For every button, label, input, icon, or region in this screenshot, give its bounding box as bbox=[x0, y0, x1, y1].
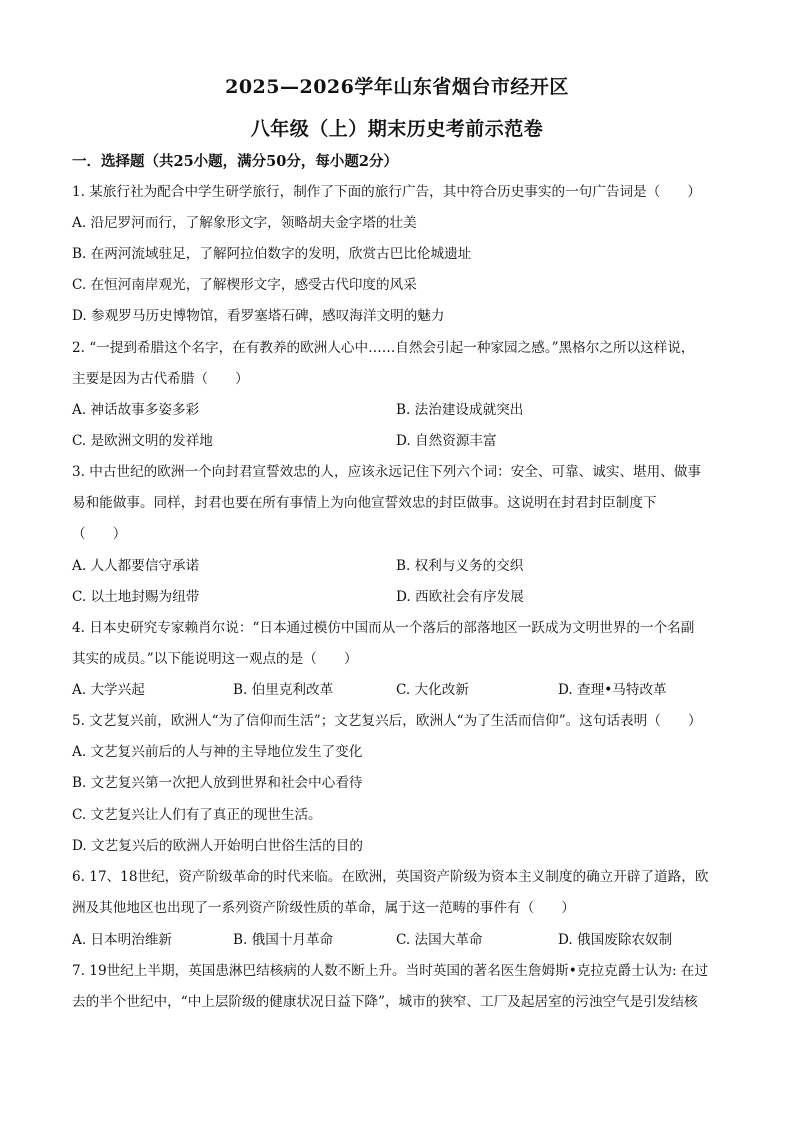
question-4-option-a: A. 大学兴起 bbox=[72, 682, 145, 698]
question-6-option-a: A. 日本明治维新 bbox=[72, 932, 173, 948]
question-3-stem-line2: 易和能做事。同样，封君也要在所有事情上为向他宣誓效忠的封臣做事。这说明在封君封臣制度下 bbox=[72, 495, 657, 511]
question-2-option-c: C. 是欧洲文明的发祥地 bbox=[72, 433, 213, 449]
exam-title-line2: 八年级（上）期末历史考前示范卷 bbox=[250, 118, 544, 140]
question-3-option-d: D. 西欧社会有序发展 bbox=[396, 589, 524, 605]
question-5-option-c: C. 文艺复兴让人们有了真正的现世生活。 bbox=[72, 807, 322, 823]
question-3-option-c: C. 以土地封赐为纽带 bbox=[72, 589, 200, 605]
exam-title-line1: 2025—2026学年山东省烟台市经开区 bbox=[225, 76, 569, 98]
question-5-option-d: D. 文艺复兴后的欧洲人开始明白世俗生活的目的 bbox=[72, 838, 363, 854]
question-1-option-b: B. 在两河流域驻足，了解阿拉伯数字的发明，欣赏古巴比伦城遗址 bbox=[72, 246, 472, 262]
question-1-option-a: A. 沿尼罗河而行，了解象形文字，领略胡夫金字塔的壮美 bbox=[72, 215, 417, 231]
question-6-stem-line1: 6. 17、18世纪，资产阶级革命的时代来临。在欧洲，英国资产阶级为资本主义制度的确立开辟了道路，欧 bbox=[72, 869, 709, 885]
question-1-option-c: C. 在恒河南岸观光，了解楔形文字，感受古代印度的风采 bbox=[72, 277, 417, 293]
question-6-stem-line2: 洲及其他地区也出现了一系列资产阶级性质的革命，属于这一范畴的事件有（ ） bbox=[72, 900, 575, 916]
question-1-option-d: D. 参观罗马历史博物馆，看罗塞塔石碑，感叹海洋文明的魅力 bbox=[72, 308, 445, 324]
question-5-option-b: B. 文艺复兴第一次把人放到世界和社会中心看待 bbox=[72, 775, 363, 791]
question-5-stem: 5. 文艺复兴前，欧洲人“为了信仰而生活”；文艺复兴后，欧洲人“为了生活而信仰”。这句话表明（ ） bbox=[72, 713, 702, 729]
question-5-option-a: A. 文艺复兴前后的人与神的主导地位发生了变化 bbox=[72, 744, 363, 760]
question-3-option-b: B. 权利与义务的交织 bbox=[396, 558, 524, 574]
question-4-option-d: D. 查理•马特改革 bbox=[558, 682, 667, 698]
question-4-option-b: B. 伯里克利改革 bbox=[233, 682, 334, 698]
question-6-option-c: C. 法国大革命 bbox=[396, 932, 483, 948]
question-2-option-a: A. 神话故事多姿多彩 bbox=[72, 402, 200, 418]
question-1-stem: 1. 某旅行社为配合中学生研学旅行，制作了下面的旅行广告，其中符合历史事实的一句广告词是（ ） bbox=[72, 184, 702, 200]
question-2-option-b: B. 法治建设成就突出 bbox=[396, 402, 524, 418]
section-heading: 一．选择题（共25小题，满分50分，每小题2分） bbox=[72, 153, 398, 170]
question-4-stem-line1: 4. 日本史研究专家赖肖尔说：“日本通过模仿中国而从一个落后的部落地区一跃成为文明世界的一个名副 bbox=[72, 620, 695, 636]
question-6-option-b: B. 俄国十月革命 bbox=[233, 932, 334, 948]
question-3-stem-line3: （ ） bbox=[72, 526, 127, 542]
question-6-option-d: D. 俄国废除农奴制 bbox=[558, 932, 673, 948]
question-3-stem-line1: 3. 中古世纪的欧洲一个向封君宣誓效忠的人，应该永远记住下列六个词：安全、可靠、诚实、堪用、做事 bbox=[72, 464, 702, 480]
question-3-option-a: A. 人人都要信守承诺 bbox=[72, 558, 200, 574]
question-2-option-d: D. 自然资源丰富 bbox=[396, 433, 497, 449]
question-4-option-c: C. 大化改新 bbox=[396, 682, 469, 698]
question-4-stem-line2: 其实的成员。”以下能说明这一观点的是（ ） bbox=[72, 651, 358, 667]
question-7-stem-line2: 去的半个世纪中，“中上层阶级的健康状况日益下降”，城市的狭窄、工厂及起居室的污浊空气是引发结核 bbox=[72, 994, 698, 1010]
question-2-stem-line1: 2. “一提到希腊这个名字，在有教养的欧洲人心中……自然会引起一种家园之感。”黑格尔之所以这样说， bbox=[72, 340, 695, 356]
question-7-stem-line1: 7. 19世纪上半期，英国患淋巴结核病的人数不断上升。当时英国的著名医生詹姆斯•克拉克爵士认为: 在过 bbox=[72, 963, 709, 979]
question-2-stem-line2: 主要是因为古代希腊（ ） bbox=[72, 371, 249, 387]
